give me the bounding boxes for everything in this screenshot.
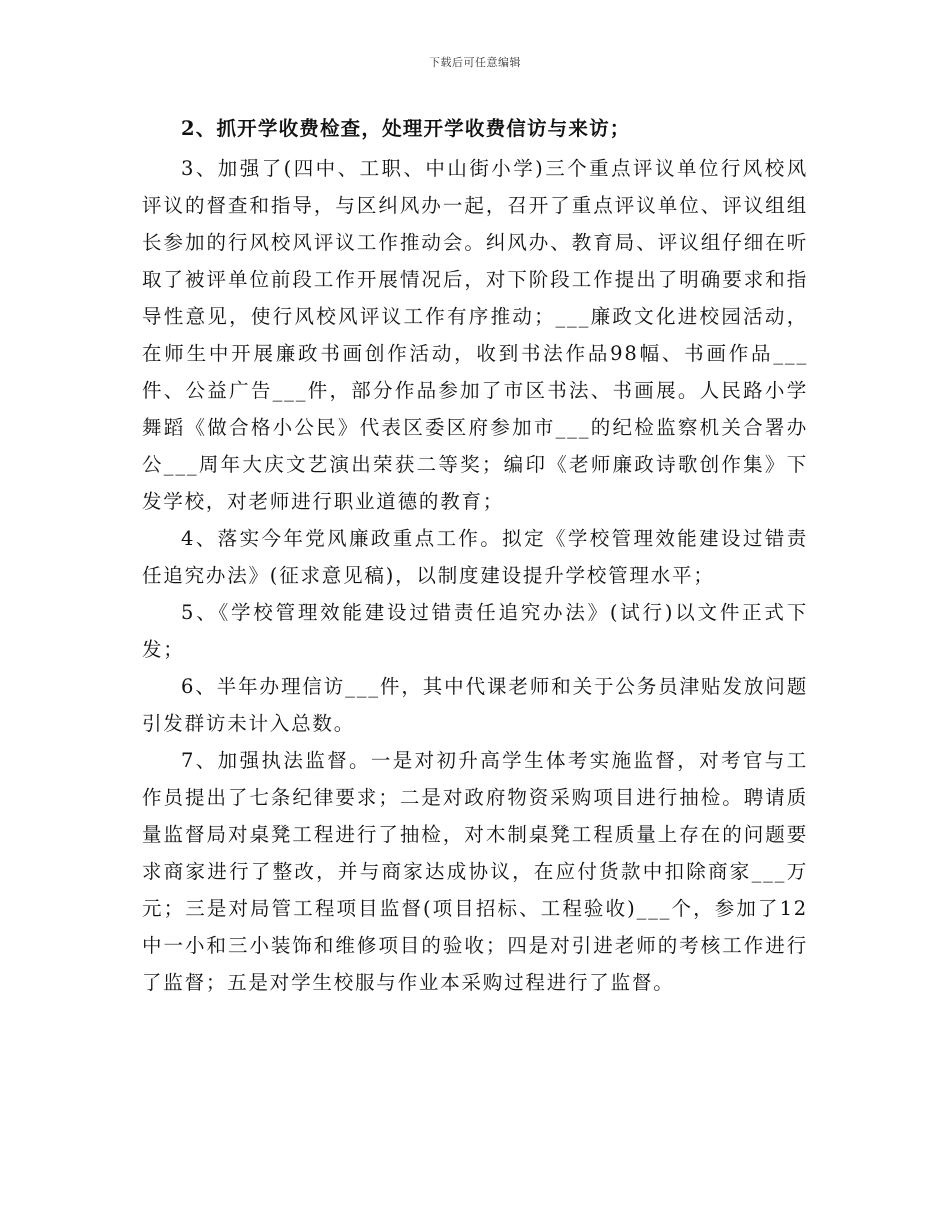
paragraph-item-6: 6、半年办理信访___件，其中代课老师和关于公务员津贴发放问题引发群访未计入总数。 [142, 675, 808, 735]
paragraph-item-5: 5、《学校管理效能建设过错责任追究办法》(试行)以文件正式下发； [142, 601, 808, 661]
header-note: 下载后可任意编辑 [429, 56, 521, 69]
document-body [142, 110, 808, 1001]
paragraph-item-2: 2、抓开学收费检查，处理开学收费信访与来访； [181, 117, 631, 140]
paragraph-item-4: 4、落实今年党风廉政重点工作。拟定《学校管理效能建设过错责任追究办法》(征求意见稿)，以制度建设提升学校管理水平； [142, 527, 808, 587]
paragraph-item-7: 7、加强执法监督。一是对初升高学生体考实施监督，对考官与工作员提出了七条纪律要求；二是对政府物资采购项目进行抽检。聘请质量监督局对桌凳工程进行了抽检，对木制桌凳工程质量上存在的问题要求商家进行了整改，并与商家达成协议，在应付货款中扣除商家___万元；三是对局管工程项目监督(项目招标、工程验收)___个，参加了12中一小和三小装饰和维修项目的验收；四是对引进老师的考核工作进行了监督；五是对学生校服与作业本采购过程进行了监督。 [142, 749, 808, 994]
paragraph-item-3: 3、加强了(四中、工职、中山街小学)三个重点评议单位行风校风评议的督查和指导，与区纠风办一起，召开了重点评议单位、评议组组长参加的行风校风评议工作推动会。纠风办、教育局、评议组仔细在听取了被评单位前段工作开展情况后，对下阶段工作提出了明确要求和指导性意见，使行风校风评议工作有序推动；___廉政文化进校园活动，在师生中开展廉政书画创作活动，收到书法作品98幅、书画作品___件、公益广告___件，部分作品参加了市区书法、书画展。人民路小学舞蹈《做合格小公民》代表区委区府参加市___的纪检监察机关合署办公___周年大庆文艺演出荣获二等奖；编印《老师廉政诗歌创作集》下发学校，对老师进行职业道德的教育； [142, 157, 808, 513]
